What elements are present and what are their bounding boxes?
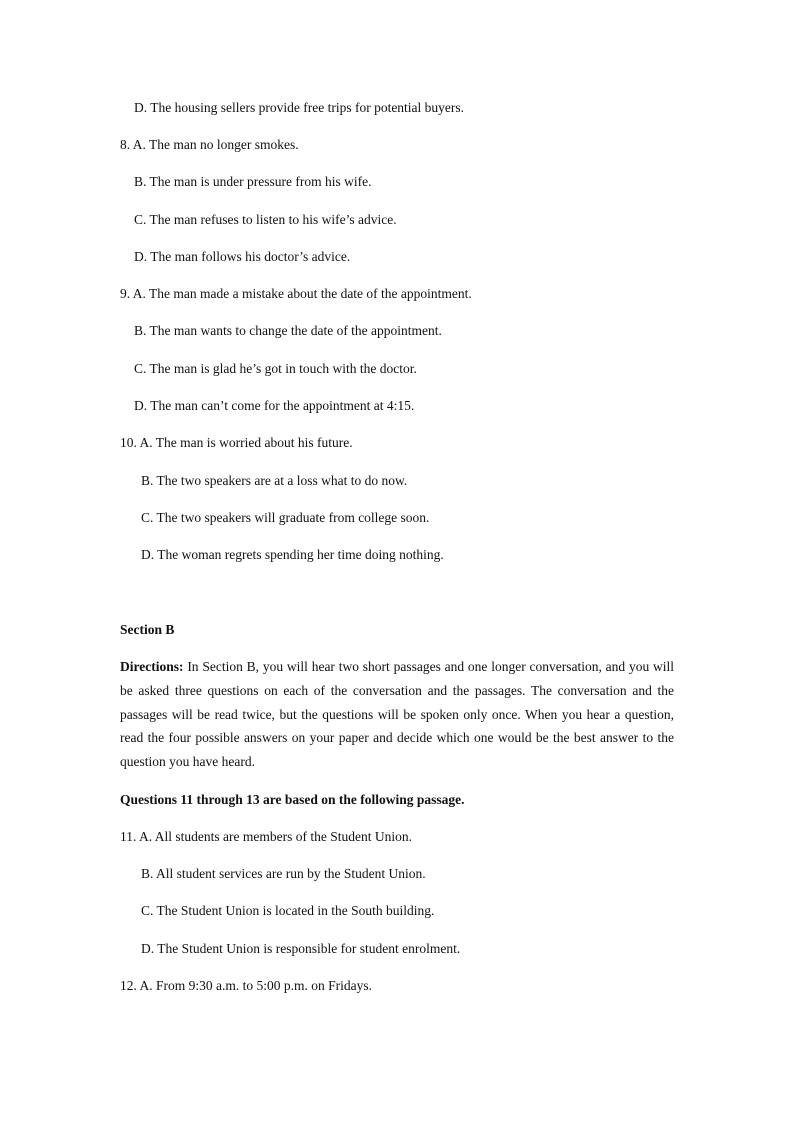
q11-option-a: 11. A. All students are members of the Student Union. (120, 829, 412, 844)
q9-option-d: D. The man can’t come for the appointment at 4:15. (134, 398, 415, 413)
q11-option-c: C. The Student Union is located in the South building. (141, 903, 435, 918)
q10-option-b: B. The two speakers are at a loss what to do now. (141, 473, 408, 488)
directions-label: Directions: (120, 659, 184, 674)
q10-option-c: C. The two speakers will graduate from college soon. (141, 510, 430, 525)
q9-option-a: 9. A. The man made a mistake about the date of the appointment. (120, 286, 472, 301)
q11-option-b: B. All student services are run by the Student Union. (141, 866, 426, 881)
directions-paragraph (120, 655, 674, 774)
q9-option-c: C. The man is glad he’s got in touch with the doctor. (134, 361, 417, 376)
q8-option-b: B. The man is under pressure from his wife. (134, 174, 372, 189)
question-group-heading: Questions 11 through 13 are based on the following passage. (120, 792, 465, 807)
q8-option-c: C. The man refuses to listen to his wife’s advice. (134, 212, 397, 227)
directions-text: In Section B, you will hear two short passages and one longer conversation, and you will be asked three questions on each of the conversation and the passages. The conversation and the passages will be read twice, but the questions will be spoken only once. When you hear a question, read the four possible answers on your paper and decide which one would be the best answer to the question you have heard. (120, 659, 675, 770)
q7-option-d: D. The housing sellers provide free trips for potential buyers. (134, 100, 465, 115)
q8-option-a: 8. A. The man no longer smokes. (120, 137, 299, 152)
q9-option-b: B. The man wants to change the date of the appointment. (134, 323, 442, 338)
q12-option-a: 12. A. From 9:30 a.m. to 5:00 p.m. on Fridays. (120, 978, 373, 993)
q11-option-d: D. The Student Union is responsible for student enrolment. (141, 941, 461, 956)
q10-option-d: D. The woman regrets spending her time doing nothing. (141, 547, 444, 562)
q10-option-a: 10. A. The man is worried about his future. (120, 435, 353, 450)
q8-option-d: D. The man follows his doctor’s advice. (134, 249, 351, 264)
section-b-title: Section B (120, 622, 175, 637)
